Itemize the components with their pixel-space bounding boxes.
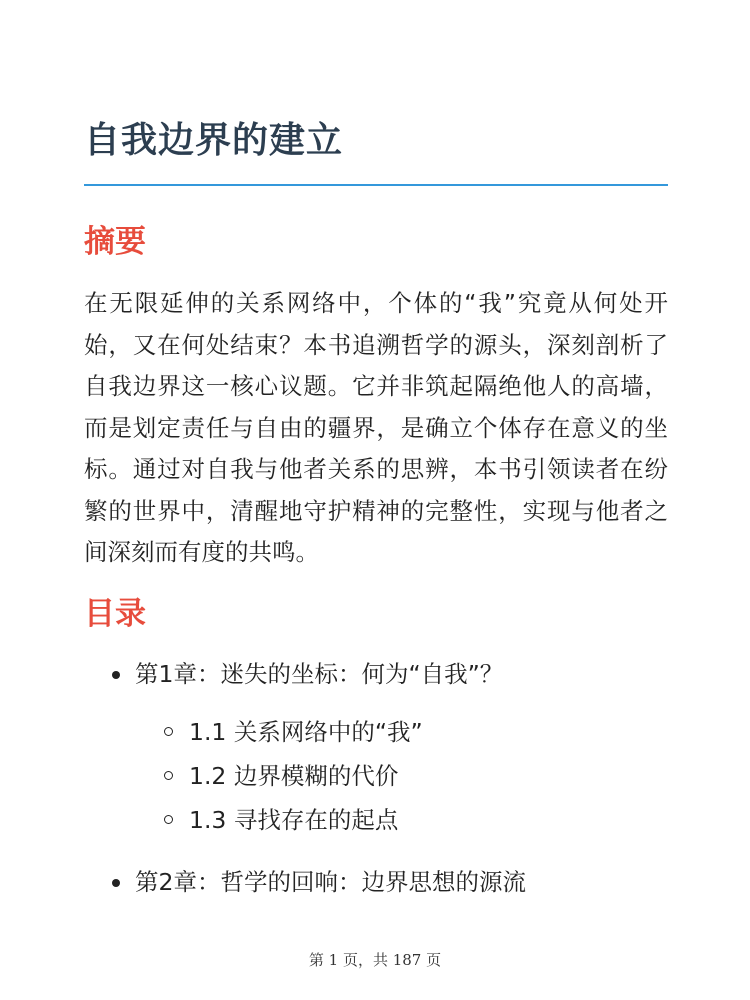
toc-section-list: [84, 710, 668, 842]
toc-chapter-2[interactable]: [84, 862, 668, 902]
toc-section-label[interactable]: 1.1 关系网络中的“我”: [189, 718, 423, 746]
toc-heading: 目录: [84, 596, 146, 632]
toc-chapter-label[interactable]: 第2章：哲学的回响：边界思想的源流: [135, 868, 526, 896]
toc-section-label[interactable]: 1.2 边界模糊的代价: [189, 762, 399, 790]
abstract-heading: 摘要: [84, 224, 146, 260]
hollow-bullet-icon: [164, 727, 173, 736]
toc-section-1-2[interactable]: [84, 754, 668, 798]
table-of-contents: [84, 654, 668, 902]
hollow-bullet-icon: [164, 771, 173, 780]
toc-section-1-1[interactable]: [84, 710, 668, 754]
toc-chapter-1[interactable]: [84, 654, 668, 842]
abstract-text: 在无限延伸的关系网络中，个体的“我”究竟从何处开始，又在何处结束？本书追溯哲学的源头，深刻剖析了自我边界这一核心议题。它并非筑起隔绝他人的高墙，而是划定责任与自由的疆界，是确立个体存在意义的坐标。通过对自我与他者关系的思辨，本书引领读者在纷繁的世界中，清醒地守护精神的完整性，实现与他者之间深刻而有度的共鸣。: [84, 289, 668, 566]
book-title: 自我边界的建立: [84, 120, 344, 161]
toc-chapter-label[interactable]: 第1章：迷失的坐标：何为“自我”？: [135, 660, 504, 688]
bullet-icon: [112, 671, 120, 679]
bullet-icon: [112, 879, 120, 887]
hollow-bullet-icon: [164, 815, 173, 824]
page-number-footer: 第 1 页，共 187 页: [308, 951, 442, 969]
title-divider: [84, 184, 668, 186]
toc-section-label[interactable]: 1.3 寻找存在的起点: [189, 806, 399, 834]
toc-section-1-3[interactable]: [84, 798, 668, 842]
